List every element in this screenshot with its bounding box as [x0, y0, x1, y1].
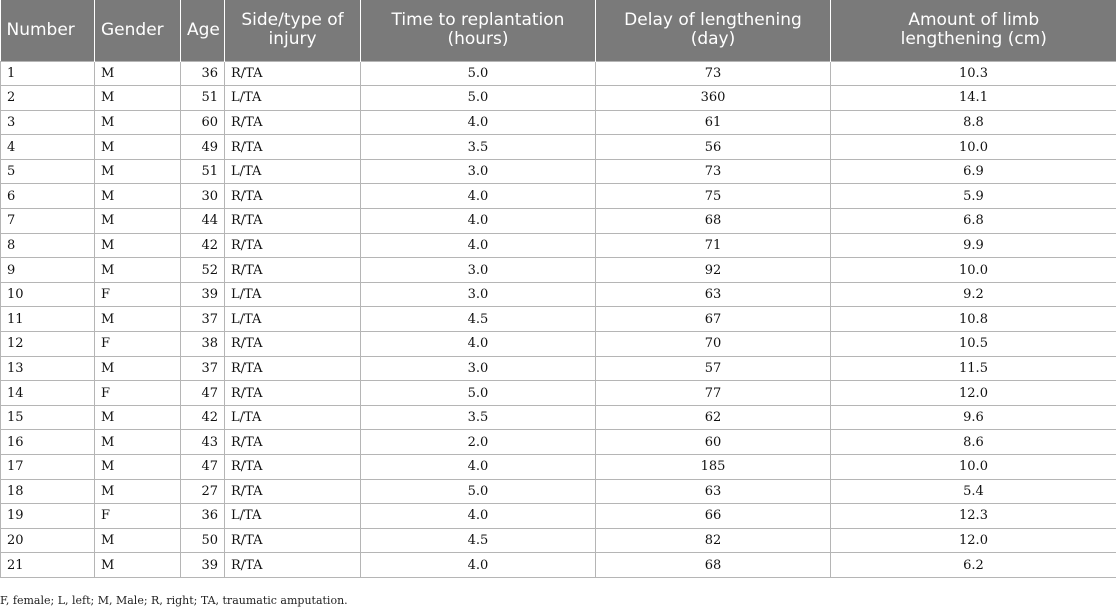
- cell-age: 30: [181, 184, 225, 209]
- header-delay-of-lengthening: Delay of lengthening (day): [596, 0, 831, 61]
- cell-age: 60: [181, 110, 225, 135]
- cell-time: 4.0: [361, 233, 596, 258]
- cell-number: 17: [1, 455, 95, 480]
- cell-gender: M: [95, 356, 181, 381]
- cell-amount: 5.4: [831, 479, 1116, 504]
- cell-side-type: L/TA: [225, 504, 361, 529]
- cell-time: 3.5: [361, 405, 596, 430]
- table-row: [1, 184, 1116, 209]
- cell-age: 27: [181, 479, 225, 504]
- cell-gender: M: [95, 159, 181, 184]
- cell-delay: 360: [596, 86, 831, 111]
- cell-number: 14: [1, 381, 95, 406]
- table-row: [1, 356, 1116, 381]
- cell-age: 39: [181, 282, 225, 307]
- cell-time: 3.0: [361, 258, 596, 283]
- table-row: [1, 209, 1116, 234]
- cell-age: 38: [181, 332, 225, 357]
- table-row: [1, 553, 1116, 578]
- cell-gender: F: [95, 282, 181, 307]
- cell-amount: 6.8: [831, 209, 1116, 234]
- cell-side-type: R/TA: [225, 430, 361, 455]
- cell-delay: 185: [596, 455, 831, 480]
- table-row: [1, 381, 1116, 406]
- cell-time: 2.0: [361, 430, 596, 455]
- cell-delay: 73: [596, 159, 831, 184]
- cell-age: 36: [181, 61, 225, 86]
- cell-delay: 57: [596, 356, 831, 381]
- cell-amount: 14.1: [831, 86, 1116, 111]
- cell-gender: M: [95, 135, 181, 160]
- cell-side-type: L/TA: [225, 307, 361, 332]
- cell-delay: 61: [596, 110, 831, 135]
- cell-number: 12: [1, 332, 95, 357]
- cell-side-type: L/TA: [225, 86, 361, 111]
- table-row: [1, 405, 1116, 430]
- cell-number: 3: [1, 110, 95, 135]
- cell-delay: 77: [596, 381, 831, 406]
- cell-amount: 10.3: [831, 61, 1116, 86]
- cell-age: 51: [181, 159, 225, 184]
- cell-side-type: R/TA: [225, 528, 361, 553]
- cell-time: 3.0: [361, 356, 596, 381]
- cell-gender: F: [95, 381, 181, 406]
- cell-delay: 63: [596, 282, 831, 307]
- cell-amount: 12.0: [831, 381, 1116, 406]
- table-row: [1, 455, 1116, 480]
- header-amount-of-lengthening: Amount of limb lengthening (cm): [831, 0, 1116, 61]
- cell-time: 5.0: [361, 381, 596, 406]
- cell-amount: 10.8: [831, 307, 1116, 332]
- cell-side-type: L/TA: [225, 159, 361, 184]
- cell-side-type: R/TA: [225, 381, 361, 406]
- cell-number: 7: [1, 209, 95, 234]
- cell-age: 42: [181, 233, 225, 258]
- cell-side-type: R/TA: [225, 332, 361, 357]
- cell-amount: 12.3: [831, 504, 1116, 529]
- cell-gender: M: [95, 110, 181, 135]
- table-row: [1, 504, 1116, 529]
- header-gender: Gender: [95, 0, 181, 61]
- cell-time: 5.0: [361, 86, 596, 111]
- cell-number: 9: [1, 258, 95, 283]
- cell-gender: M: [95, 184, 181, 209]
- cell-amount: 6.9: [831, 159, 1116, 184]
- cell-amount: 9.2: [831, 282, 1116, 307]
- cell-delay: 67: [596, 307, 831, 332]
- cell-gender: M: [95, 553, 181, 578]
- table-row: [1, 159, 1116, 184]
- cell-gender: M: [95, 405, 181, 430]
- cell-age: 42: [181, 405, 225, 430]
- cell-age: 51: [181, 86, 225, 111]
- cell-delay: 56: [596, 135, 831, 160]
- cell-side-type: R/TA: [225, 455, 361, 480]
- table-row: [1, 61, 1116, 86]
- table-header-row: [1, 0, 1116, 61]
- cell-age: 37: [181, 356, 225, 381]
- cell-gender: M: [95, 455, 181, 480]
- header-age: Age: [181, 0, 225, 61]
- cell-time: 3.5: [361, 135, 596, 160]
- cell-time: 4.0: [361, 209, 596, 234]
- cell-time: 4.0: [361, 455, 596, 480]
- cell-age: 52: [181, 258, 225, 283]
- table-row: [1, 135, 1116, 160]
- cell-gender: M: [95, 233, 181, 258]
- cell-delay: 66: [596, 504, 831, 529]
- cell-time: 3.0: [361, 159, 596, 184]
- cell-amount: 10.0: [831, 135, 1116, 160]
- cell-gender: M: [95, 61, 181, 86]
- cell-amount: 5.9: [831, 184, 1116, 209]
- table-row: [1, 282, 1116, 307]
- cell-time: 4.5: [361, 307, 596, 332]
- cell-number: 2: [1, 86, 95, 111]
- cell-number: 1: [1, 61, 95, 86]
- cell-amount: 8.6: [831, 430, 1116, 455]
- cell-number: 4: [1, 135, 95, 160]
- cell-number: 21: [1, 553, 95, 578]
- cell-time: 5.0: [361, 479, 596, 504]
- cell-delay: 73: [596, 61, 831, 86]
- cell-delay: 60: [596, 430, 831, 455]
- cell-number: 16: [1, 430, 95, 455]
- cell-number: 18: [1, 479, 95, 504]
- cell-age: 36: [181, 504, 225, 529]
- table-row: [1, 110, 1116, 135]
- cell-age: 47: [181, 455, 225, 480]
- cell-side-type: R/TA: [225, 233, 361, 258]
- cell-delay: 68: [596, 553, 831, 578]
- cell-age: 50: [181, 528, 225, 553]
- cell-age: 44: [181, 209, 225, 234]
- cell-delay: 92: [596, 258, 831, 283]
- table-row: [1, 528, 1116, 553]
- cell-time: 3.0: [361, 282, 596, 307]
- cell-side-type: R/TA: [225, 553, 361, 578]
- cell-gender: F: [95, 504, 181, 529]
- cell-amount: 10.5: [831, 332, 1116, 357]
- cell-time: 4.5: [361, 528, 596, 553]
- cell-gender: M: [95, 479, 181, 504]
- cell-gender: M: [95, 258, 181, 283]
- cell-side-type: R/TA: [225, 184, 361, 209]
- cell-age: 47: [181, 381, 225, 406]
- cell-number: 8: [1, 233, 95, 258]
- table-row: [1, 233, 1116, 258]
- cell-number: 20: [1, 528, 95, 553]
- cell-number: 10: [1, 282, 95, 307]
- cell-age: 43: [181, 430, 225, 455]
- cell-side-type: R/TA: [225, 258, 361, 283]
- cell-delay: 70: [596, 332, 831, 357]
- cell-number: 5: [1, 159, 95, 184]
- cell-amount: 10.0: [831, 258, 1116, 283]
- cell-gender: M: [95, 430, 181, 455]
- table-row: [1, 430, 1116, 455]
- cell-side-type: R/TA: [225, 356, 361, 381]
- cell-amount: 6.2: [831, 553, 1116, 578]
- cell-amount: 9.9: [831, 233, 1116, 258]
- cell-gender: F: [95, 332, 181, 357]
- cell-gender: M: [95, 307, 181, 332]
- cell-amount: 10.0: [831, 455, 1116, 480]
- cell-time: 4.0: [361, 110, 596, 135]
- cell-amount: 11.5: [831, 356, 1116, 381]
- cell-age: 49: [181, 135, 225, 160]
- table-row: [1, 332, 1116, 357]
- cell-side-type: R/TA: [225, 110, 361, 135]
- cell-delay: 71: [596, 233, 831, 258]
- cell-gender: M: [95, 86, 181, 111]
- cell-age: 37: [181, 307, 225, 332]
- cell-age: 39: [181, 553, 225, 578]
- cell-number: 13: [1, 356, 95, 381]
- cell-delay: 63: [596, 479, 831, 504]
- cell-number: 19: [1, 504, 95, 529]
- header-number: Number: [1, 0, 95, 61]
- table-row: [1, 258, 1116, 283]
- cell-side-type: L/TA: [225, 282, 361, 307]
- cell-side-type: R/TA: [225, 61, 361, 86]
- cell-side-type: R/TA: [225, 479, 361, 504]
- cell-side-type: R/TA: [225, 209, 361, 234]
- cell-time: 4.0: [361, 553, 596, 578]
- cell-time: 4.0: [361, 184, 596, 209]
- cell-time: 4.0: [361, 332, 596, 357]
- cell-time: 5.0: [361, 61, 596, 86]
- header-side-type: Side/type of injury: [225, 0, 361, 61]
- cell-delay: 75: [596, 184, 831, 209]
- cell-side-type: R/TA: [225, 135, 361, 160]
- header-time-to-replantation: Time to replantation (hours): [361, 0, 596, 61]
- cell-side-type: L/TA: [225, 405, 361, 430]
- table-row: [1, 479, 1116, 504]
- cell-number: 6: [1, 184, 95, 209]
- table-row: [1, 86, 1116, 111]
- table-row: [1, 307, 1116, 332]
- cell-gender: M: [95, 209, 181, 234]
- cell-delay: 82: [596, 528, 831, 553]
- cell-amount: 8.8: [831, 110, 1116, 135]
- cell-amount: 12.0: [831, 528, 1116, 553]
- cell-delay: 62: [596, 405, 831, 430]
- cell-delay: 68: [596, 209, 831, 234]
- cell-gender: M: [95, 528, 181, 553]
- cell-number: 11: [1, 307, 95, 332]
- cell-amount: 9.6: [831, 405, 1116, 430]
- table-footnote: F, female; L, left; M, Male; R, right; TA, traumatic amputation.: [0, 594, 348, 607]
- cell-number: 15: [1, 405, 95, 430]
- cell-time: 4.0: [361, 504, 596, 529]
